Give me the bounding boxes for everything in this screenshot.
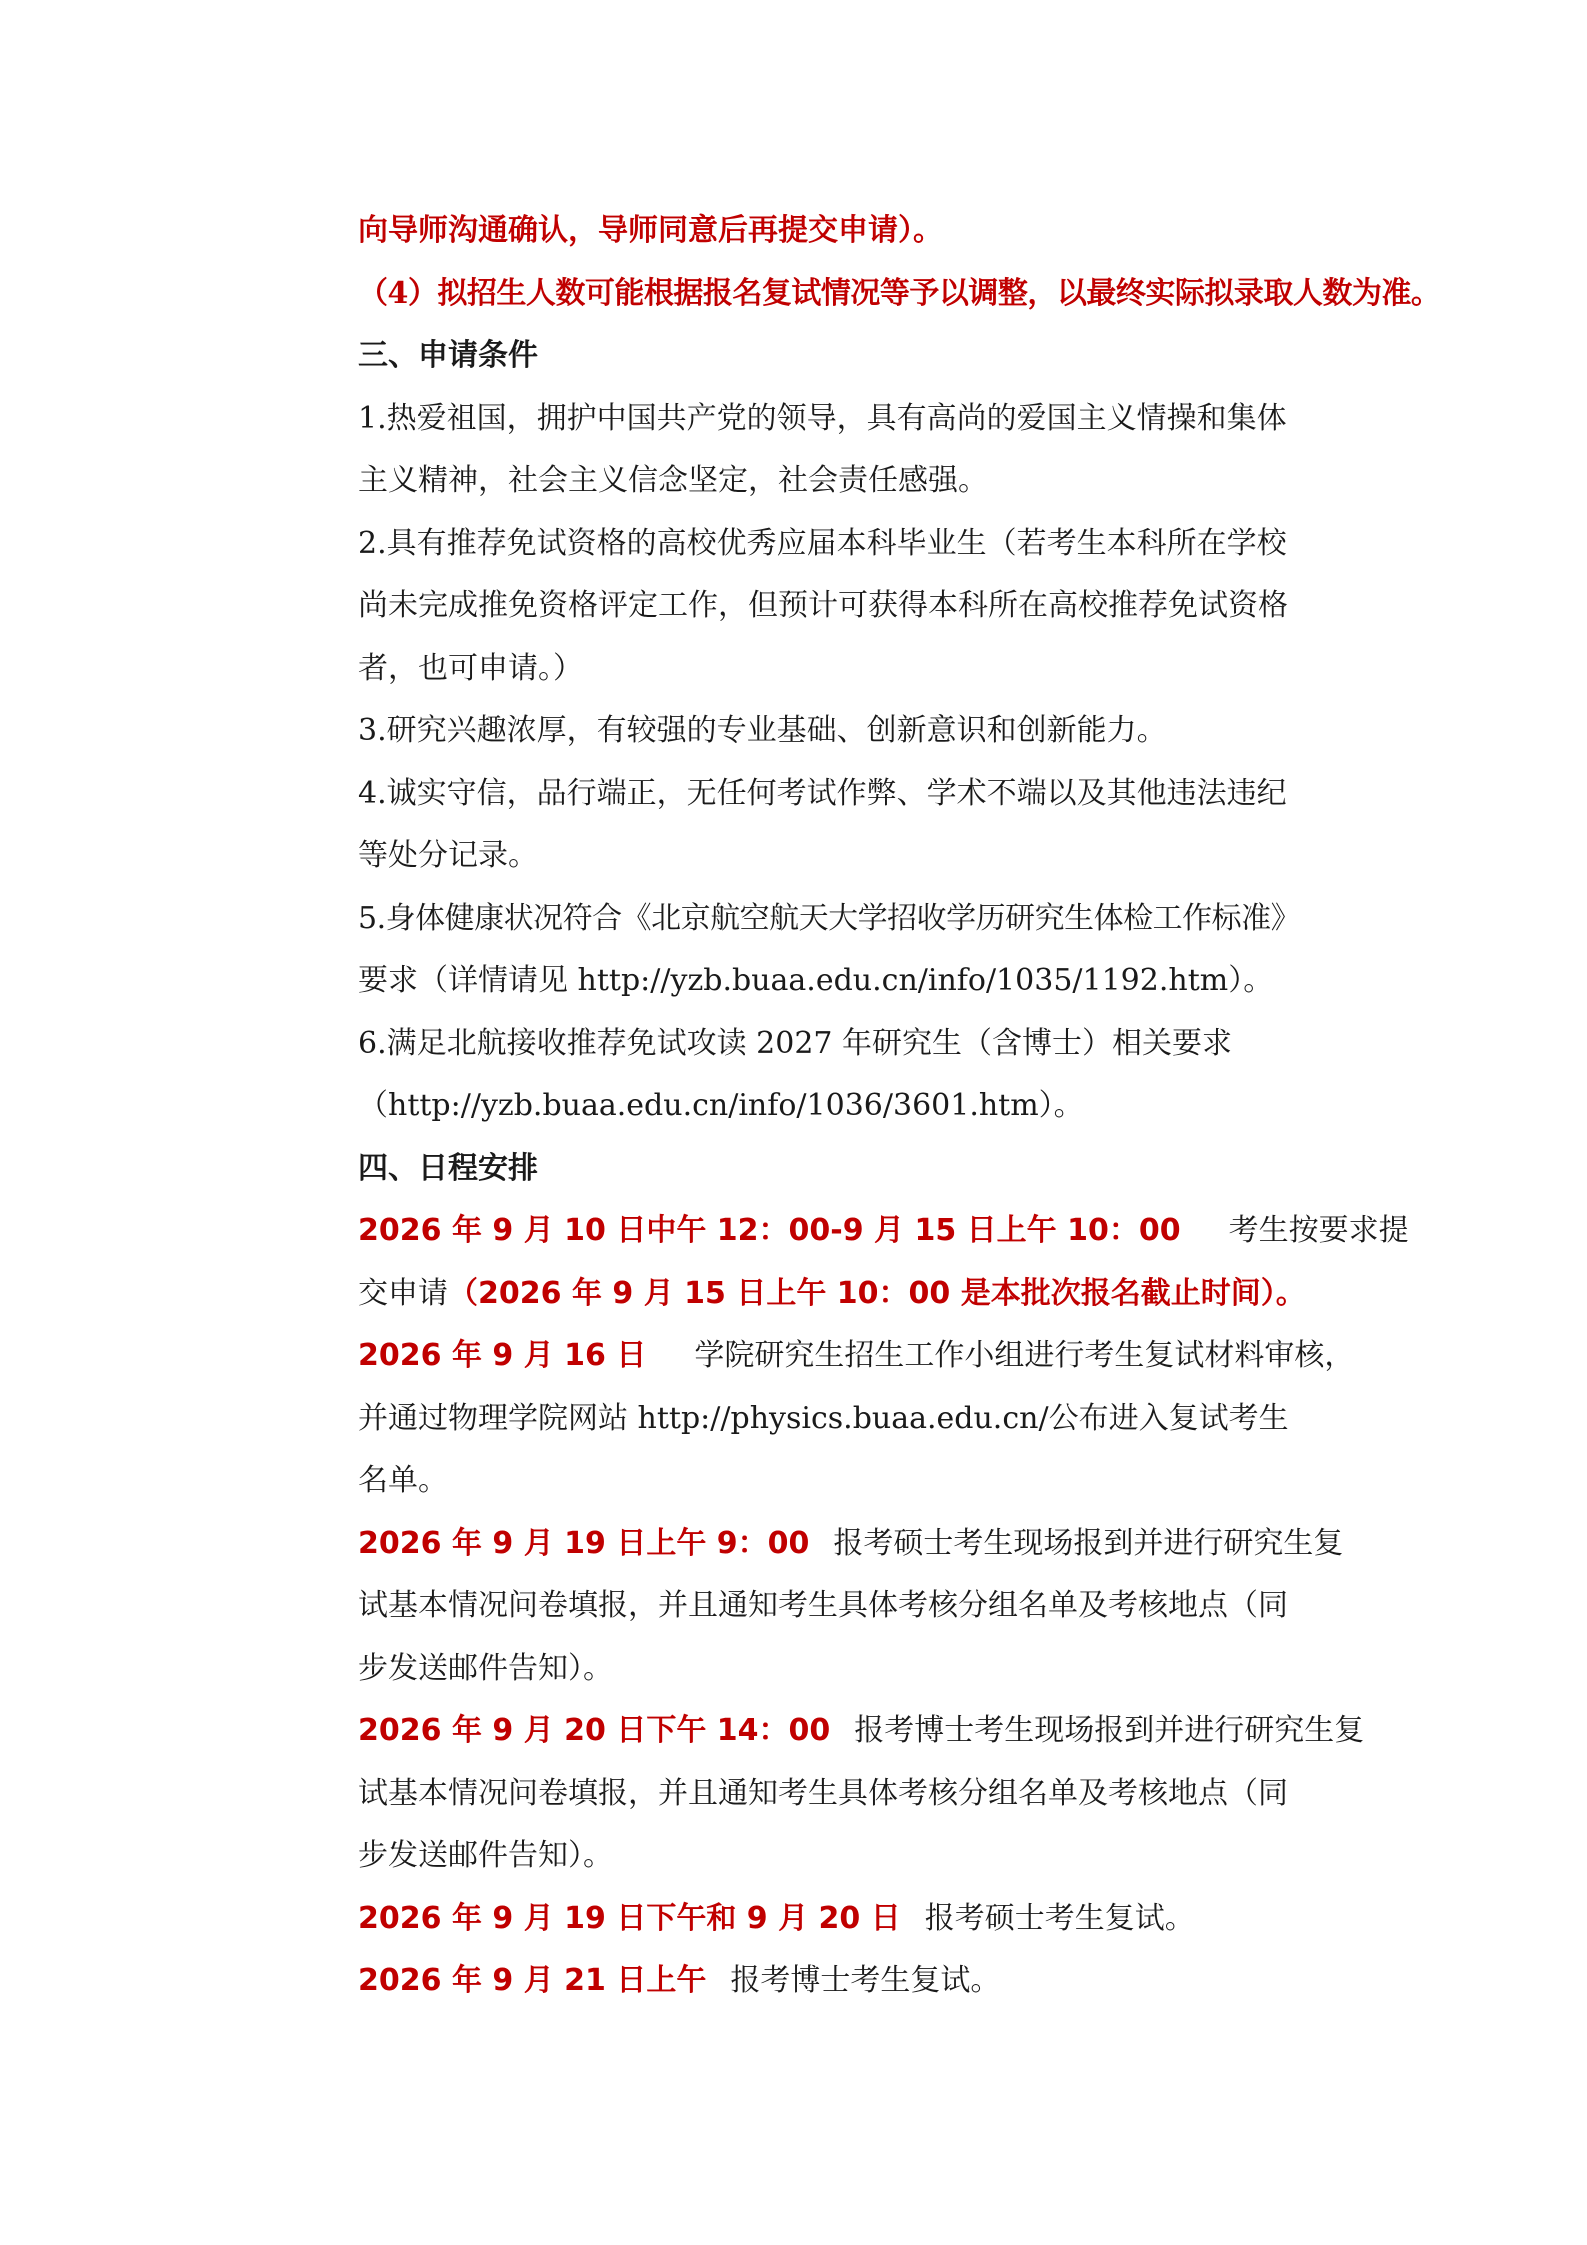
note4: （4）拟招生人数可能根据报名复试情况等予以调整，以最终实际拟录取人数为准。 <box>358 275 1441 311</box>
schedule-3-line1 <box>358 1513 1368 1576</box>
document-page <box>358 200 1441 2013</box>
schedule-4-line2: 试基本情况问卷填报，并且通知考生具体考核分组名单及考核地点（同 <box>358 1775 1288 1811</box>
schedule-1-text-b: 交申请 <box>358 1275 448 1311</box>
item4-line1: 4.诚实守信，品行端正，无任何考试作弊、学术不端以及其他违法违纪 <box>358 775 1287 811</box>
schedule-1-line1 <box>358 1200 1409 1263</box>
item1-line1: 1.热爱祖国，拥护中国共产党的领导，具有高尚的爱国主义情操和集体 <box>358 400 1287 436</box>
item5-line2: 要求（详情请见 http://yzb.buaa.edu.cn/info/1035/1192.htm）。 <box>358 963 1274 998</box>
schedule-2-line1 <box>358 1325 1368 1388</box>
schedule-1-deadline-note: （2026 年 9 月 15 日上午 10：00 是本批次报名截止时间）。 <box>448 1275 1306 1311</box>
schedule-1-line2 <box>358 1263 1368 1326</box>
schedule-3-line2: 试基本情况问卷填报，并且通知考生具体考核分组名单及考核地点（同 <box>358 1588 1288 1623</box>
item6-line2: （http://yzb.buaa.edu.cn/info/1036/3601.htm）。 <box>358 1088 1084 1123</box>
item3-line1: 3.研究兴趣浓厚，有较强的专业基础、创新意识和创新能力。 <box>358 713 1167 748</box>
schedule-1-text-a: 考生按要求提 <box>1228 1213 1409 1248</box>
schedule-4-line1 <box>358 1700 1368 1763</box>
section4-heading: 四、日程安排 <box>358 1150 538 1186</box>
item2-line3: 者，也可申请。） <box>358 650 583 686</box>
schedule-3-text-1: 报考硕士考生现场报到并进行研究生复 <box>833 1525 1344 1561</box>
item5-line1: 5.身体健康状况符合《北京航空航天大学招收学历研究生体检工作标准》 <box>358 900 1301 936</box>
schedule-5-text-1: 报考硕士考生复试。 <box>924 1900 1195 1936</box>
schedule-6-line1 <box>358 1950 1368 2013</box>
schedule-5-date: 2026 年 9 月 19 日下午和 9 月 20 日 <box>358 1900 901 1936</box>
schedule-2-date: 2026 年 9 月 16 日 <box>358 1338 647 1373</box>
schedule-4-text-1: 报考博士考生现场报到并进行研究生复 <box>854 1713 1365 1748</box>
schedule-5-line1 <box>358 1888 1368 1951</box>
item2-line1: 2.具有推荐免试资格的高校优秀应届本科毕业生（若考生本科所在学校 <box>358 525 1287 561</box>
item2-line2: 尚未完成推免资格评定工作，但预计可获得本科所在高校推荐免试资格 <box>358 588 1288 623</box>
schedule-4-line3: 步发送邮件告知）。 <box>358 1838 613 1873</box>
item4-line2: 等处分记录。 <box>358 838 538 873</box>
schedule-2-text-1: 学院研究生招生工作小组进行考生复试材料审核， <box>694 1338 1355 1373</box>
schedule-3-line3: 步发送邮件告知）。 <box>358 1650 613 1686</box>
schedule-2-line2: 并通过物理学院网站 http://physics.buaa.edu.cn/公布进入复试考生 <box>358 1400 1289 1436</box>
schedule-3-date: 2026 年 9 月 19 日上午 9：00 <box>358 1525 810 1561</box>
schedule-6-date: 2026 年 9 月 21 日上午 <box>358 1963 707 1998</box>
schedule-1-date: 2026 年 9 月 10 日中午 12：00-9 月 15 日上午 10：00 <box>358 1213 1181 1248</box>
item6-line1: 6.满足北航接收推荐免试攻读 2027 年研究生（含博士）相关要求 <box>358 1025 1233 1061</box>
section3-heading: 三、申请条件 <box>358 338 538 373</box>
note3-tail: 向导师沟通确认，导师同意后再提交申请）。 <box>358 213 943 248</box>
schedule-4-date: 2026 年 9 月 20 日下午 14：00 <box>358 1713 831 1748</box>
schedule-2-line3: 名单。 <box>358 1463 448 1498</box>
schedule-6-text-1: 报考博士考生复试。 <box>730 1963 1001 1998</box>
item1-line2: 主义精神，社会主义信念坚定，社会责任感强。 <box>358 463 988 498</box>
